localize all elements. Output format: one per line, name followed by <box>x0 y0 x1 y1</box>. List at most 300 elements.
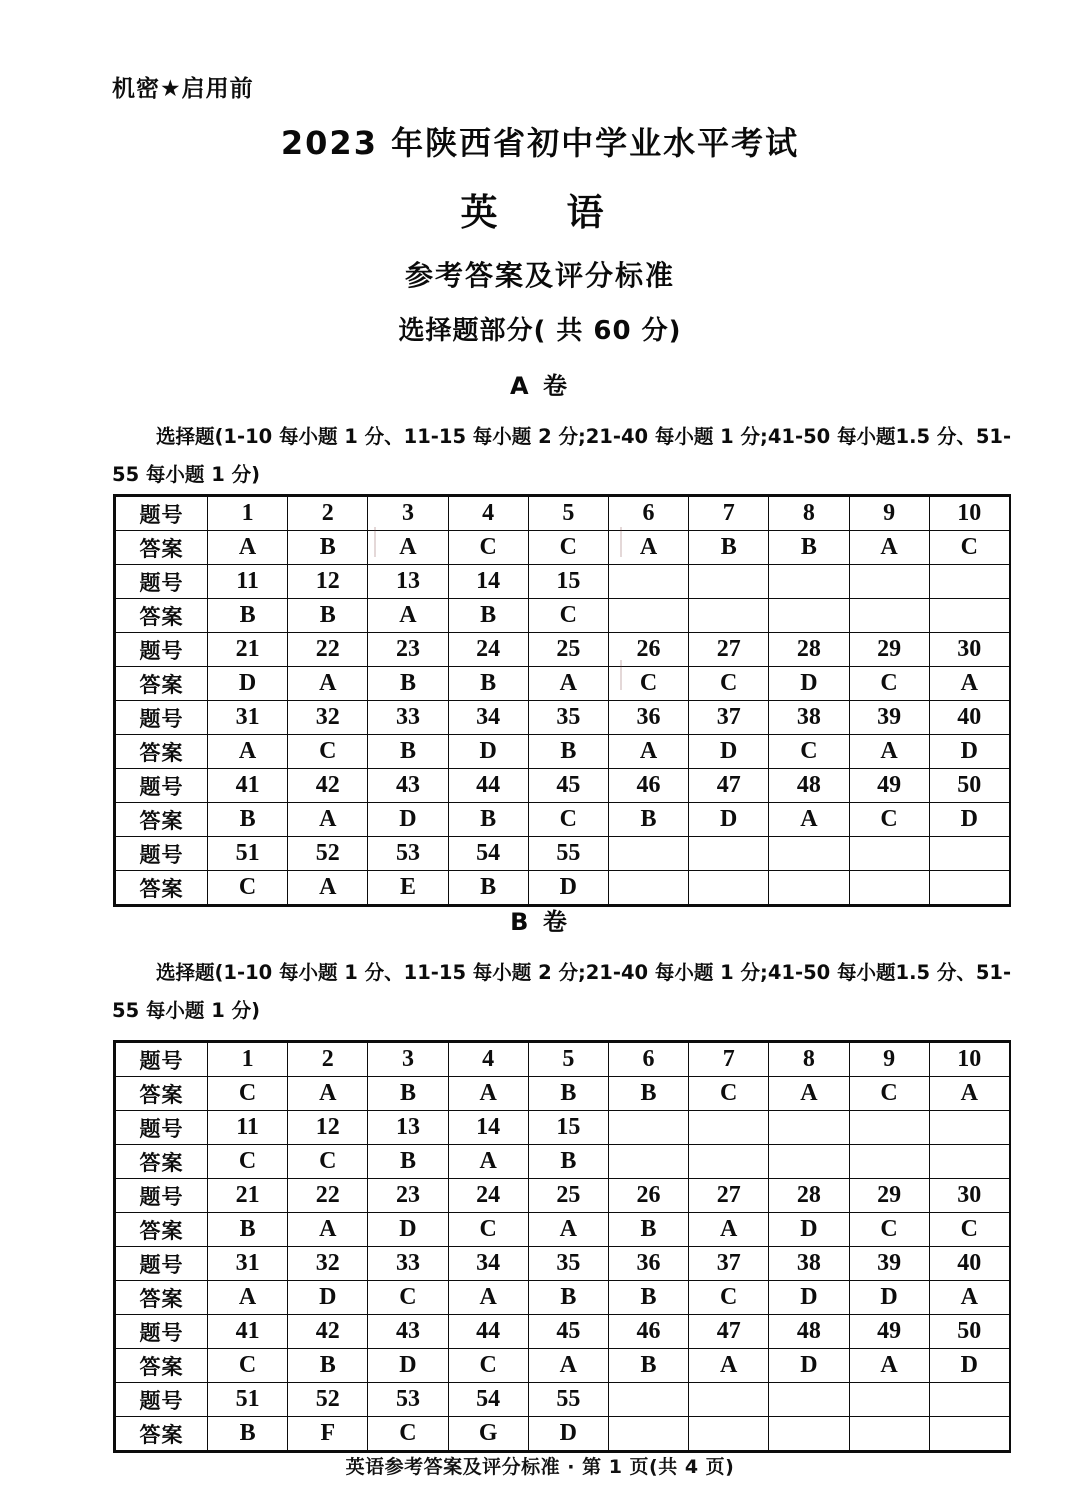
answer-cell: A <box>929 667 1009 701</box>
row-label-answer: 答案 <box>116 599 208 633</box>
question-number-cell: 53 <box>368 1383 448 1417</box>
answer-cell: D <box>689 803 769 837</box>
answer-cell: B <box>208 1417 288 1451</box>
answer-table-b-border <box>113 1040 1011 1453</box>
paper-b-instructions-wrap <box>0 954 1080 1030</box>
question-number-row <box>116 633 1010 667</box>
question-number-cell <box>849 1111 929 1145</box>
answer-cell: A <box>849 735 929 769</box>
question-number-cell: 40 <box>929 701 1009 735</box>
paper-a-label-wrap <box>0 366 1080 401</box>
question-number-cell: 6 <box>608 1043 688 1077</box>
answer-row <box>116 1213 1010 1247</box>
question-number-row <box>116 837 1010 871</box>
answer-cell: D <box>769 1213 849 1247</box>
answer-cell: C <box>929 531 1009 565</box>
answer-cell: D <box>288 1281 368 1315</box>
question-number-cell: 25 <box>528 633 608 667</box>
answer-cell: A <box>608 531 688 565</box>
answer-cell: A <box>849 531 929 565</box>
question-number-cell: 27 <box>689 1179 769 1213</box>
answer-row <box>116 1145 1010 1179</box>
answer-cell: A <box>929 1281 1009 1315</box>
answer-cell: B <box>608 1349 688 1383</box>
question-number-cell: 38 <box>769 1247 849 1281</box>
answer-table-a <box>115 496 1010 905</box>
answer-cell: D <box>929 803 1009 837</box>
question-number-cell: 33 <box>368 701 448 735</box>
question-number-cell <box>769 1111 849 1145</box>
answer-cell: B <box>368 667 448 701</box>
question-number-cell: 54 <box>448 1383 528 1417</box>
question-number-cell: 23 <box>368 1179 448 1213</box>
answer-cell: C <box>849 1077 929 1111</box>
answer-cell: F <box>288 1417 368 1451</box>
row-label-answer: 答案 <box>116 1417 208 1451</box>
answer-cell: C <box>849 803 929 837</box>
question-number-cell <box>608 565 688 599</box>
answer-cell: B <box>368 1145 448 1179</box>
question-number-cell: 28 <box>769 1179 849 1213</box>
answer-table-a-body <box>116 497 1010 905</box>
question-number-cell <box>689 565 769 599</box>
answer-cell <box>608 871 688 905</box>
answer-cell: C <box>689 1281 769 1315</box>
paper-b-label-wrap <box>0 902 1080 937</box>
answer-row <box>116 1417 1010 1451</box>
question-number-cell: 21 <box>208 1179 288 1213</box>
answer-cell: A <box>929 1077 1009 1111</box>
answer-cell: D <box>769 667 849 701</box>
answer-cell: B <box>208 803 288 837</box>
answer-cell: A <box>608 735 688 769</box>
question-number-cell: 9 <box>849 1043 929 1077</box>
question-number-cell: 55 <box>528 837 608 871</box>
question-number-cell: 2 <box>288 497 368 531</box>
answer-cell: B <box>689 531 769 565</box>
question-number-cell <box>689 837 769 871</box>
answer-cell: B <box>608 1213 688 1247</box>
question-number-cell: 14 <box>448 565 528 599</box>
row-label-question-no: 题号 <box>116 633 208 667</box>
subject-title: 英 语 <box>460 191 620 234</box>
answer-cell: B <box>528 735 608 769</box>
question-number-cell <box>849 565 929 599</box>
answer-cell: C <box>689 1077 769 1111</box>
answer-cell: E <box>368 871 448 905</box>
answer-cell: C <box>368 1417 448 1451</box>
question-number-cell: 54 <box>448 837 528 871</box>
answer-cell <box>849 1145 929 1179</box>
question-number-cell: 15 <box>528 1111 608 1145</box>
question-number-cell <box>689 1111 769 1145</box>
answer-cell: C <box>849 667 929 701</box>
answer-cell: A <box>368 599 448 633</box>
question-number-cell: 29 <box>849 633 929 667</box>
question-number-cell: 4 <box>448 1043 528 1077</box>
answer-table-b-body <box>116 1043 1010 1451</box>
answer-cell: A <box>448 1145 528 1179</box>
answer-cell: A <box>448 1281 528 1315</box>
question-number-cell: 30 <box>929 1179 1009 1213</box>
paper-a-instructions-wrap <box>0 418 1080 494</box>
question-number-cell: 32 <box>288 701 368 735</box>
row-label-question-no: 题号 <box>116 1247 208 1281</box>
answer-cell: A <box>208 1281 288 1315</box>
answer-cell: B <box>448 803 528 837</box>
question-number-row <box>116 565 1010 599</box>
question-number-cell: 25 <box>528 1179 608 1213</box>
question-number-cell: 2 <box>288 1043 368 1077</box>
question-number-cell: 26 <box>608 1179 688 1213</box>
question-number-cell <box>929 837 1009 871</box>
row-label-question-no: 题号 <box>116 1179 208 1213</box>
question-number-cell: 31 <box>208 1247 288 1281</box>
answer-cell: B <box>448 667 528 701</box>
answer-cell: B <box>368 1077 448 1111</box>
answer-cell: A <box>288 1077 368 1111</box>
question-number-cell: 10 <box>929 1043 1009 1077</box>
paper-b-table-wrap <box>0 1040 1080 1453</box>
row-label-answer: 答案 <box>116 735 208 769</box>
question-number-cell: 12 <box>288 1111 368 1145</box>
question-number-cell: 34 <box>448 701 528 735</box>
answer-cell: C <box>528 803 608 837</box>
question-number-cell: 53 <box>368 837 448 871</box>
question-number-cell: 23 <box>368 633 448 667</box>
row-label-answer: 答案 <box>116 871 208 905</box>
answer-cell: C <box>769 735 849 769</box>
answer-cell: B <box>368 735 448 769</box>
row-label-answer: 答案 <box>116 531 208 565</box>
row-label-question-no: 题号 <box>116 565 208 599</box>
answer-cell <box>689 599 769 633</box>
answer-table-a-border <box>113 494 1011 907</box>
answer-cell: D <box>368 1213 448 1247</box>
answer-cell <box>769 871 849 905</box>
question-number-cell: 47 <box>689 769 769 803</box>
question-number-cell: 46 <box>608 1315 688 1349</box>
answer-cell <box>849 1417 929 1451</box>
answer-cell: A <box>528 1213 608 1247</box>
answer-cell: A <box>849 1349 929 1383</box>
question-number-cell: 52 <box>288 1383 368 1417</box>
answer-cell: B <box>528 1077 608 1111</box>
question-number-cell: 49 <box>849 769 929 803</box>
question-number-cell: 28 <box>769 633 849 667</box>
question-number-cell: 52 <box>288 837 368 871</box>
question-number-cell: 1 <box>208 1043 288 1077</box>
answer-cell <box>769 1417 849 1451</box>
answer-cell: A <box>288 667 368 701</box>
question-number-cell: 35 <box>528 1247 608 1281</box>
answer-cell: D <box>448 735 528 769</box>
answer-cell <box>769 1145 849 1179</box>
answer-row <box>116 871 1010 905</box>
answer-cell: C <box>528 599 608 633</box>
paper-a-table-wrap <box>0 494 1080 907</box>
answer-cell: A <box>689 1349 769 1383</box>
answer-cell: D <box>208 667 288 701</box>
answer-cell: A <box>288 871 368 905</box>
answer-cell: B <box>288 531 368 565</box>
question-number-cell: 22 <box>288 1179 368 1213</box>
question-number-cell: 48 <box>769 769 849 803</box>
answer-cell: D <box>929 1349 1009 1383</box>
question-number-cell: 22 <box>288 633 368 667</box>
question-number-cell: 27 <box>689 633 769 667</box>
question-number-row <box>116 1111 1010 1145</box>
answer-cell <box>608 1145 688 1179</box>
question-number-cell: 11 <box>208 1111 288 1145</box>
question-number-cell: 41 <box>208 769 288 803</box>
question-number-cell <box>929 1383 1009 1417</box>
question-number-cell: 36 <box>608 1247 688 1281</box>
row-label-answer: 答案 <box>116 803 208 837</box>
answer-row <box>116 1077 1010 1111</box>
question-number-cell: 1 <box>208 497 288 531</box>
answer-cell: A <box>368 531 448 565</box>
question-number-cell: 3 <box>368 1043 448 1077</box>
row-label-question-no: 题号 <box>116 701 208 735</box>
page-title: 2023 年陕西省初中学业水平考试 <box>280 124 800 162</box>
question-number-cell: 38 <box>769 701 849 735</box>
answer-row <box>116 1281 1010 1315</box>
question-number-cell: 7 <box>689 497 769 531</box>
answer-cell <box>929 871 1009 905</box>
answer-row <box>116 531 1010 565</box>
question-number-cell <box>608 1383 688 1417</box>
question-number-cell: 26 <box>608 633 688 667</box>
question-number-cell: 4 <box>448 497 528 531</box>
question-number-cell <box>929 565 1009 599</box>
question-number-cell: 15 <box>528 565 608 599</box>
question-number-cell: 14 <box>448 1111 528 1145</box>
answer-cell: A <box>689 1213 769 1247</box>
question-number-cell: 21 <box>208 633 288 667</box>
answer-cell: D <box>528 871 608 905</box>
answer-cell: A <box>208 531 288 565</box>
question-number-cell: 49 <box>849 1315 929 1349</box>
answer-cell: B <box>208 599 288 633</box>
question-number-cell: 24 <box>448 1179 528 1213</box>
answer-cell: B <box>528 1281 608 1315</box>
answer-cell: C <box>448 531 528 565</box>
question-number-cell: 24 <box>448 633 528 667</box>
answer-cell <box>849 871 929 905</box>
row-label-question-no: 题号 <box>116 1315 208 1349</box>
answer-cell <box>689 871 769 905</box>
question-number-cell: 3 <box>368 497 448 531</box>
answer-cell <box>929 599 1009 633</box>
answer-cell <box>769 599 849 633</box>
paper-label-a: A 卷 <box>510 372 570 400</box>
question-number-row <box>116 1179 1010 1213</box>
question-number-cell: 43 <box>368 769 448 803</box>
answer-cell: C <box>689 667 769 701</box>
question-number-cell: 39 <box>849 701 929 735</box>
answer-cell: D <box>929 735 1009 769</box>
question-number-cell: 50 <box>929 769 1009 803</box>
question-number-cell: 12 <box>288 565 368 599</box>
question-number-cell <box>689 1383 769 1417</box>
row-label-question-no: 题号 <box>116 1111 208 1145</box>
answer-cell: C <box>208 1349 288 1383</box>
question-number-cell <box>769 1383 849 1417</box>
answer-cell: B <box>208 1213 288 1247</box>
answer-cell: B <box>769 531 849 565</box>
answer-cell: A <box>288 803 368 837</box>
answer-cell: B <box>608 803 688 837</box>
answer-row <box>116 599 1010 633</box>
question-number-cell: 39 <box>849 1247 929 1281</box>
answer-cell <box>608 599 688 633</box>
answer-cell: D <box>849 1281 929 1315</box>
row-label-question-no: 题号 <box>116 497 208 531</box>
answer-cell <box>929 1417 1009 1451</box>
answer-cell: C <box>608 667 688 701</box>
answer-cell: A <box>769 1077 849 1111</box>
answer-cell: C <box>368 1281 448 1315</box>
answer-cell <box>849 599 929 633</box>
answer-cell: C <box>849 1213 929 1247</box>
answer-row <box>116 735 1010 769</box>
row-label-question-no: 题号 <box>116 837 208 871</box>
question-number-cell: 55 <box>528 1383 608 1417</box>
answer-cell: B <box>608 1281 688 1315</box>
question-number-cell <box>769 565 849 599</box>
answer-cell: B <box>528 1145 608 1179</box>
question-number-cell: 42 <box>288 769 368 803</box>
question-number-cell: 45 <box>528 769 608 803</box>
answer-row <box>116 667 1010 701</box>
question-number-cell: 30 <box>929 633 1009 667</box>
question-number-row <box>116 1043 1010 1077</box>
question-number-cell <box>769 837 849 871</box>
answer-cell: A <box>528 667 608 701</box>
question-number-cell: 45 <box>528 1315 608 1349</box>
answer-cell: A <box>288 1213 368 1247</box>
question-number-cell: 37 <box>689 1247 769 1281</box>
answer-cell: A <box>208 735 288 769</box>
question-number-cell: 7 <box>689 1043 769 1077</box>
answer-cell: D <box>689 735 769 769</box>
answer-cell: A <box>448 1077 528 1111</box>
answer-cell: C <box>288 1145 368 1179</box>
answer-cell: C <box>288 735 368 769</box>
row-label-question-no: 题号 <box>116 1383 208 1417</box>
standard-title: 参考答案及评分标准 <box>404 259 675 292</box>
question-number-cell <box>929 1111 1009 1145</box>
answer-cell: B <box>448 599 528 633</box>
answer-cell: C <box>929 1213 1009 1247</box>
question-number-cell: 51 <box>208 1383 288 1417</box>
question-number-cell: 47 <box>689 1315 769 1349</box>
question-number-cell: 41 <box>208 1315 288 1349</box>
question-number-cell: 35 <box>528 701 608 735</box>
answer-cell: D <box>368 803 448 837</box>
row-label-answer: 答案 <box>116 1077 208 1111</box>
answer-cell: D <box>769 1349 849 1383</box>
question-number-cell: 9 <box>849 497 929 531</box>
section-title: 选择题部分( 共 60 分) <box>398 316 682 346</box>
question-number-cell: 5 <box>528 497 608 531</box>
answer-cell: B <box>608 1077 688 1111</box>
question-number-cell: 51 <box>208 837 288 871</box>
question-number-row <box>116 769 1010 803</box>
answer-cell: B <box>288 1349 368 1383</box>
answer-row <box>116 803 1010 837</box>
question-number-cell <box>608 1111 688 1145</box>
question-number-cell: 13 <box>368 565 448 599</box>
title-block <box>0 118 1080 347</box>
answer-cell: D <box>368 1349 448 1383</box>
question-number-cell: 44 <box>448 1315 528 1349</box>
question-number-cell: 44 <box>448 769 528 803</box>
instructions-a: 选择题(1-10 每小题 1 分、11-15 每小题 2 分;21-40 每小题 1 分;41-50 每小题1.5 分、51-55 每小题 1 分) <box>112 425 1012 486</box>
question-number-cell: 42 <box>288 1315 368 1349</box>
answer-table-b <box>115 1042 1010 1451</box>
question-number-cell: 6 <box>608 497 688 531</box>
answer-row <box>116 1349 1010 1383</box>
answer-cell: C <box>448 1349 528 1383</box>
row-label-answer: 答案 <box>116 667 208 701</box>
answer-cell <box>689 1145 769 1179</box>
confidential-mark: 机密★启用前 <box>112 76 254 102</box>
question-number-cell: 29 <box>849 1179 929 1213</box>
question-number-cell: 33 <box>368 1247 448 1281</box>
question-number-cell <box>608 837 688 871</box>
paper-label-b: B 卷 <box>510 908 570 936</box>
answer-cell: C <box>208 1077 288 1111</box>
question-number-cell: 37 <box>689 701 769 735</box>
page-footer: 英语参考答案及评分标准 · 第 1 页(共 4 页) <box>345 1456 735 1478</box>
answer-cell: B <box>448 871 528 905</box>
answer-cell: C <box>448 1213 528 1247</box>
question-number-cell: 46 <box>608 769 688 803</box>
question-number-cell: 34 <box>448 1247 528 1281</box>
question-number-cell: 11 <box>208 565 288 599</box>
question-number-cell: 8 <box>769 497 849 531</box>
answer-cell <box>929 1145 1009 1179</box>
answer-cell: A <box>528 1349 608 1383</box>
question-number-row <box>116 1247 1010 1281</box>
answer-cell <box>608 1417 688 1451</box>
row-label-answer: 答案 <box>116 1349 208 1383</box>
question-number-cell: 8 <box>769 1043 849 1077</box>
question-number-row <box>116 1315 1010 1349</box>
answer-cell: B <box>288 599 368 633</box>
question-number-cell: 36 <box>608 701 688 735</box>
question-number-cell: 10 <box>929 497 1009 531</box>
instructions-b: 选择题(1-10 每小题 1 分、11-15 每小题 2 分;21-40 每小题 1 分;41-50 每小题1.5 分、51-55 每小题 1 分) <box>112 961 1012 1022</box>
row-label-answer: 答案 <box>116 1281 208 1315</box>
question-number-cell: 31 <box>208 701 288 735</box>
row-label-question-no: 题号 <box>116 1043 208 1077</box>
answer-cell: C <box>208 871 288 905</box>
question-number-cell: 5 <box>528 1043 608 1077</box>
question-number-cell: 43 <box>368 1315 448 1349</box>
row-label-answer: 答案 <box>116 1145 208 1179</box>
question-number-cell <box>849 1383 929 1417</box>
question-number-row <box>116 497 1010 531</box>
question-number-cell: 40 <box>929 1247 1009 1281</box>
row-label-answer: 答案 <box>116 1213 208 1247</box>
answer-cell: D <box>769 1281 849 1315</box>
question-number-row <box>116 701 1010 735</box>
question-number-cell <box>849 837 929 871</box>
answer-cell <box>689 1417 769 1451</box>
